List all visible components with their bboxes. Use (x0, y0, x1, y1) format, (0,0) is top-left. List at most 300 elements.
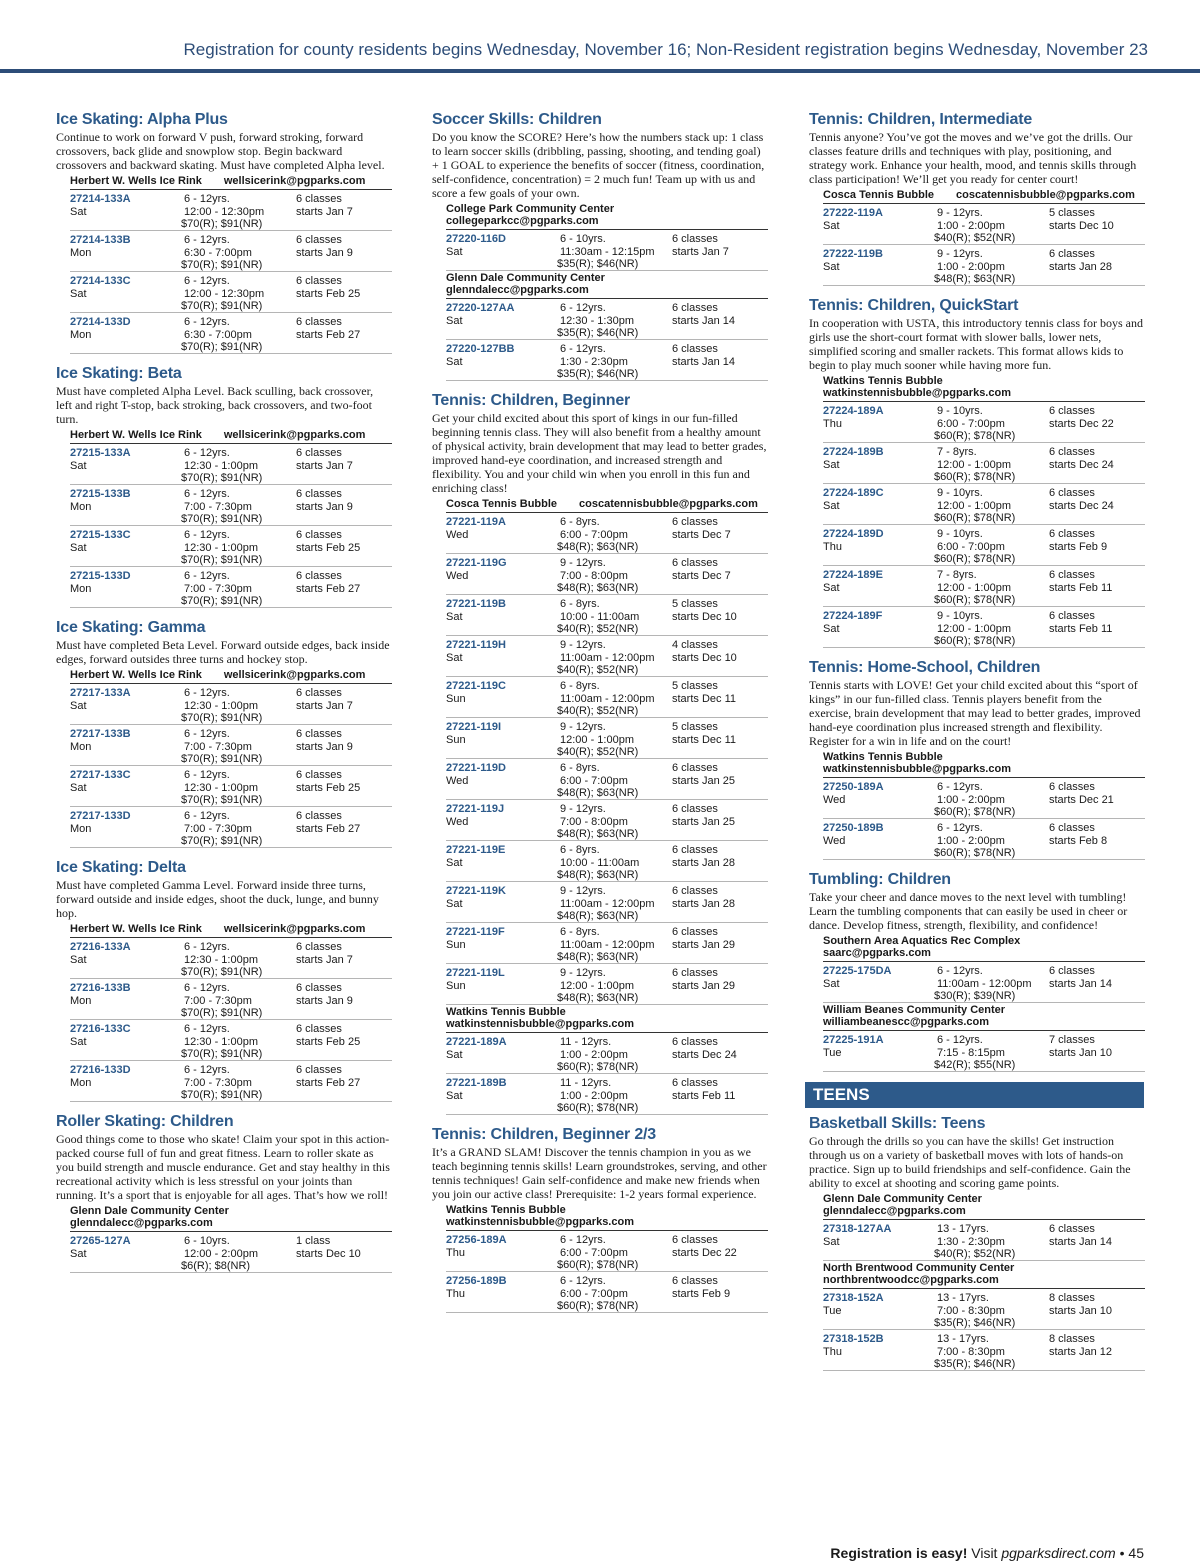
class-row[interactable] (446, 1231, 768, 1272)
class-fee: $70(R); $91(NR) (181, 712, 263, 724)
location-email[interactable]: collegeparkcc@pgparks.com (446, 215, 599, 227)
class-start: starts Jan 28 (1049, 260, 1112, 273)
class-day: Sat (823, 1235, 840, 1248)
class-row[interactable] (70, 313, 392, 354)
program-section (56, 618, 392, 848)
class-start: starts Jan 9 (296, 740, 353, 753)
class-code[interactable]: 27221-119A (446, 516, 506, 528)
class-start: starts Dec 7 (672, 569, 731, 582)
class-day: Mon (70, 740, 92, 753)
location-header (823, 1261, 1145, 1289)
section-banner: TEENS (805, 1082, 1144, 1108)
program-description: Must have completed Alpha Level. Back sculling, back crossover, left and right T-stop, back stroking, back crossovers, and two-foot turn. (56, 384, 374, 426)
class-code[interactable]: 27224-189F (823, 610, 883, 622)
class-age: 6 - 8yrs. (560, 680, 600, 692)
location-email[interactable]: glenndalecc@pgparks.com (823, 1205, 966, 1217)
class-age: 6 - 12yrs. (184, 570, 230, 582)
class-row[interactable] (446, 595, 768, 636)
class-age: 6 - 12yrs. (184, 529, 230, 541)
class-age: 6 - 12yrs. (184, 687, 230, 699)
program-description: Must have completed Gamma Level. Forward inside three turns, forward outside and inside edges, shoot the duck, lunge, and bunny hop. (56, 878, 379, 920)
class-day: Wed (823, 793, 846, 806)
location-name: Glenn Dale Community Center (446, 272, 605, 284)
class-time: 12:00 - 1:00pm (560, 979, 634, 992)
class-fee: $40(R); $52(NR) (934, 232, 1016, 244)
registration-notice: Registration for county residents begins Wednesday, November 16; Non-Resident registration begins Wednesday, November 23 (183, 40, 1148, 59)
class-age: 6 - 12yrs. (937, 781, 983, 793)
class-row[interactable] (446, 1033, 768, 1074)
class-row[interactable] (446, 230, 768, 271)
class-row[interactable] (823, 819, 1145, 860)
class-start: starts Feb 27 (296, 328, 361, 341)
class-count: 6 classes (672, 1234, 718, 1246)
class-fee: $70(R); $91(NR) (181, 300, 263, 312)
program-description: Continue to work on forward V push, forward stroking, forward crossovers, back glide and snowplow stop. Begin backward crossovers and backward skating. Must have completed Alpha level. (56, 130, 385, 172)
class-code[interactable]: 27221-189A (446, 1036, 507, 1048)
class-fee: $48(R); $63(NR) (557, 869, 639, 881)
class-fee: $35(R); $46(NR) (557, 258, 639, 270)
location-email[interactable]: wellsicerink@pgparks.com (223, 429, 366, 441)
class-day: Thu (823, 1345, 842, 1358)
location-email[interactable]: glenndalecc@pgparks.com (70, 1217, 213, 1229)
class-day: Wed (446, 528, 469, 541)
class-code[interactable]: 27221-189B (446, 1077, 507, 1089)
class-fee: $60(R); $78(NR) (934, 594, 1016, 606)
class-fee: $70(R); $91(NR) (181, 1048, 263, 1060)
program-section (56, 364, 392, 608)
class-row[interactable] (446, 677, 768, 718)
class-code[interactable]: 27215-133C (70, 529, 131, 541)
class-code[interactable]: 27214-133D (70, 316, 131, 328)
class-code[interactable]: 27215-133D (70, 570, 131, 582)
class-row[interactable] (446, 1074, 768, 1115)
class-start: starts Jan 9 (296, 500, 353, 513)
class-count: 6 classes (672, 1077, 718, 1089)
class-code[interactable]: 27318-127AA (823, 1223, 892, 1235)
class-row[interactable] (823, 1289, 1145, 1330)
class-fee: $40(R); $52(NR) (557, 705, 639, 717)
class-age: 11 - 12yrs. (560, 1036, 612, 1048)
class-day: Sat (446, 651, 463, 664)
class-count: 6 classes (672, 343, 718, 355)
page-header (0, 0, 1200, 80)
class-age: 6 - 12yrs. (560, 343, 606, 355)
class-code[interactable]: 27222-119A (823, 207, 883, 219)
class-row[interactable] (70, 979, 392, 1020)
class-code[interactable]: 27222-119B (823, 248, 883, 260)
class-row[interactable] (823, 1220, 1145, 1261)
class-start: starts Dec 10 (296, 1247, 361, 1260)
class-time: 12:30 - 1:30pm (560, 314, 634, 327)
class-count: 8 classes (1049, 1333, 1095, 1345)
class-fee: $35(R); $46(NR) (557, 368, 639, 380)
class-count: 5 classes (672, 598, 718, 610)
program-description: Tennis anyone? You’ve got the moves and we’ve got the drills. Our classes feature drills and techniques with play, positioning, and strategy work. Enhance your health, mood, and tennis skills through class participation! We’ll get you ready for center court! (809, 130, 1137, 186)
class-day: Sat (823, 977, 840, 990)
class-time: 11:30am - 12:15pm (560, 245, 655, 258)
class-start: starts Jan 28 (672, 897, 735, 910)
program-section (809, 296, 1145, 648)
class-count: 6 classes (296, 769, 342, 781)
class-start: starts Dec 10 (672, 610, 737, 623)
location-header (446, 1203, 768, 1231)
class-time: 6:00 - 7:00pm (560, 774, 628, 787)
class-start: starts Feb 25 (296, 287, 361, 300)
class-day: Sat (446, 897, 463, 910)
location-name: College Park Community Center (446, 203, 615, 215)
class-day: Sat (70, 953, 87, 966)
class-start: starts Dec 7 (672, 528, 731, 541)
class-fee: $60(R); $78(NR) (934, 471, 1016, 483)
class-time: 6:00 - 7:00pm (560, 528, 628, 541)
class-start: starts Jan 14 (1049, 977, 1112, 990)
class-row[interactable] (823, 566, 1145, 607)
class-fee: $40(R); $52(NR) (934, 1248, 1016, 1260)
class-age: 7 - 8yrs. (937, 569, 977, 581)
class-row[interactable] (823, 402, 1145, 443)
class-row[interactable] (70, 725, 392, 766)
class-row[interactable] (446, 923, 768, 964)
class-row[interactable] (70, 938, 392, 979)
class-fee: $70(R); $91(NR) (181, 513, 263, 525)
class-code[interactable]: 27216-133B (70, 982, 131, 994)
class-code[interactable]: 27217-133D (70, 810, 131, 822)
location-email[interactable]: saarc@pgparks.com (823, 947, 931, 959)
class-day: Wed (446, 815, 469, 828)
class-code[interactable]: 27216-133C (70, 1023, 131, 1035)
class-fee: $48(R); $63(NR) (557, 582, 639, 594)
class-time: 11:00am - 12:00pm (560, 938, 655, 951)
class-start: starts Jan 10 (1049, 1304, 1112, 1317)
program-description: It’s a GRAND SLAM! Discover the tennis champion in you as we teach beginning tennis skills! Learn groundstrokes, serving, and other tennis techniques! Gain self-confidence and make new friends when you join our active class! Prerequisite: 1-2 years formal experience. (432, 1145, 767, 1201)
class-age: 6 - 8yrs. (560, 598, 600, 610)
class-day: Wed (823, 834, 846, 847)
class-code[interactable]: 27221-119L (446, 967, 505, 979)
location-name: Herbert W. Wells Ice Rink (70, 175, 202, 187)
class-time: 1:00 - 2:00pm (937, 793, 1005, 806)
location-name: Southern Area Aquatics Rec Complex (823, 935, 1021, 947)
class-code[interactable]: 27221-119C (446, 680, 506, 692)
class-time: 12:00 - 12:30pm (184, 287, 265, 300)
class-day: Sun (446, 938, 466, 951)
class-code[interactable]: 27214-133A (70, 193, 131, 205)
class-code[interactable]: 27221-119J (446, 803, 505, 815)
class-age: 11 - 12yrs. (560, 1077, 612, 1089)
class-row[interactable] (446, 882, 768, 923)
program-section (809, 658, 1145, 860)
class-code[interactable]: 27220-127BB (446, 343, 515, 355)
class-age: 6 - 12yrs. (560, 302, 606, 314)
class-fee: $60(R); $78(NR) (557, 1102, 639, 1114)
class-day: Sat (823, 581, 840, 594)
class-code[interactable]: 27256-189B (446, 1275, 507, 1287)
class-row[interactable] (446, 964, 768, 1005)
location-email[interactable]: glenndalecc@pgparks.com (446, 284, 589, 296)
class-age: 6 - 12yrs. (184, 316, 230, 328)
class-row[interactable] (823, 962, 1145, 1003)
class-time: 6:00 - 7:00pm (937, 417, 1005, 430)
class-time: 11:00am - 12:00pm (937, 977, 1032, 990)
class-start: starts Feb 9 (672, 1287, 731, 1300)
class-row[interactable] (446, 718, 768, 759)
class-start: starts Feb 27 (296, 822, 361, 835)
location-header (70, 174, 392, 190)
class-start: starts Jan 7 (296, 459, 353, 472)
location-email[interactable]: watkinstennisbubble@pgparks.com (823, 763, 1011, 775)
class-age: 6 - 12yrs. (184, 941, 230, 953)
class-code[interactable]: 27221-119D (446, 762, 506, 774)
location-header (823, 1192, 1145, 1220)
location-name: Herbert W. Wells Ice Rink (70, 923, 202, 935)
class-code[interactable]: 27318-152A (823, 1292, 884, 1304)
class-row[interactable] (70, 1020, 392, 1061)
location-email[interactable]: wellsicerink@pgparks.com (223, 669, 366, 681)
class-start: starts Feb 25 (296, 1035, 361, 1048)
class-fee: $60(R); $78(NR) (934, 847, 1016, 859)
class-count: 5 classes (672, 680, 718, 692)
class-start: starts Jan 14 (672, 314, 735, 327)
class-row[interactable] (823, 204, 1145, 245)
program-description: Tennis starts with LOVE! Get your child excited about this “sport of kings” in our fun-filled class. Tennis players benefit from the exercise, brain development that may lead to better grades, improved hand-eye coordination plus increased strength and flexibility. Register for a win in life and on the court! (809, 678, 1141, 748)
class-row[interactable] (446, 759, 768, 800)
class-code[interactable]: 27220-127AA (446, 302, 515, 314)
class-row[interactable] (70, 567, 392, 608)
class-count: 6 classes (296, 275, 342, 287)
location-email[interactable]: watkinstennisbubble@pgparks.com (446, 1018, 634, 1030)
class-time: 12:30 - 1:00pm (184, 459, 258, 472)
class-code[interactable]: 27221-119E (446, 844, 506, 856)
column-middle (432, 110, 768, 1323)
class-code[interactable]: 27224-189A (823, 405, 884, 417)
class-code[interactable]: 27216-133A (70, 941, 131, 953)
class-row[interactable] (70, 766, 392, 807)
class-code[interactable]: 27225-191A (823, 1034, 884, 1046)
class-code[interactable]: 27224-189E (823, 569, 883, 581)
class-code[interactable]: 27221-119G (446, 557, 507, 569)
class-day: Thu (446, 1246, 465, 1259)
class-fee: $60(R); $78(NR) (934, 512, 1016, 524)
page-footer (830, 1545, 1144, 1561)
program-title: Tennis: Children, QuickStart (809, 297, 1019, 314)
class-age: 13 - 17yrs. (937, 1223, 989, 1235)
program-title: Tennis: Home-School, Children (809, 659, 1041, 676)
footer-lead: Registration is easy! (830, 1545, 968, 1561)
class-age: 6 - 8yrs. (560, 516, 600, 528)
class-fee: $60(R); $78(NR) (557, 1061, 639, 1073)
class-day: Sat (823, 499, 840, 512)
class-row[interactable] (70, 190, 392, 231)
class-count: 6 classes (296, 529, 342, 541)
class-row[interactable] (823, 1330, 1145, 1371)
class-time: 7:00 - 8:30pm (937, 1345, 1005, 1358)
class-start: starts Dec 22 (672, 1246, 737, 1259)
class-time: 11:00am - 12:00pm (560, 897, 655, 910)
location-email[interactable]: wellsicerink@pgparks.com (223, 175, 366, 187)
program-title: Ice Skating: Alpha Plus (56, 111, 228, 128)
class-age: 6 - 12yrs. (560, 1275, 606, 1287)
class-fee: $35(R); $46(NR) (934, 1358, 1016, 1370)
class-time: 6:00 - 7:00pm (937, 540, 1005, 553)
class-code[interactable]: 27220-116D (446, 233, 506, 245)
class-fee: $70(R); $91(NR) (181, 472, 263, 484)
class-code[interactable]: 27215-133A (70, 447, 131, 459)
class-count: 6 classes (672, 233, 718, 245)
class-row[interactable] (70, 1232, 392, 1273)
class-row[interactable] (70, 485, 392, 526)
class-fee: $60(R); $78(NR) (557, 1259, 639, 1271)
class-time: 11:00am - 12:00pm (560, 692, 655, 705)
class-count: 6 classes (1049, 569, 1095, 581)
class-code[interactable]: 27265-127A (70, 1235, 131, 1247)
class-start: starts Feb 25 (296, 781, 361, 794)
class-day: Mon (70, 1076, 92, 1089)
location-email[interactable]: wellsicerink@pgparks.com (223, 923, 366, 935)
class-count: 6 classes (1049, 248, 1095, 260)
class-age: 6 - 12yrs. (184, 1064, 230, 1076)
class-age: 9 - 12yrs. (560, 967, 606, 979)
class-day: Mon (70, 582, 92, 595)
class-row[interactable] (823, 443, 1145, 484)
class-start: starts Jan 7 (296, 699, 353, 712)
class-row[interactable] (823, 484, 1145, 525)
class-code[interactable]: 27217-133C (70, 769, 131, 781)
class-start: starts Dec 10 (1049, 219, 1114, 232)
class-age: 9 - 10yrs. (937, 487, 983, 499)
class-code[interactable]: 27250-189A (823, 781, 884, 793)
class-code[interactable]: 27221-119K (446, 885, 506, 897)
location-email[interactable]: northbrentwoodcc@pgparks.com (823, 1274, 999, 1286)
class-row[interactable] (823, 245, 1145, 286)
class-code[interactable]: 27224-189D (823, 528, 884, 540)
class-fee: $40(R); $52(NR) (557, 623, 639, 635)
class-row[interactable] (70, 272, 392, 313)
class-code[interactable]: 27221-119H (446, 639, 506, 651)
class-fee: $70(R); $91(NR) (181, 835, 263, 847)
class-time: 12:00 - 12:30pm (184, 205, 265, 218)
class-row[interactable] (446, 636, 768, 677)
class-fee: $40(R); $52(NR) (557, 664, 639, 676)
class-code[interactable]: 27217-133A (70, 687, 131, 699)
class-start: starts Jan 25 (672, 774, 735, 787)
class-count: 6 classes (1049, 446, 1095, 458)
location-email[interactable]: watkinstennisbubble@pgparks.com (823, 387, 1011, 399)
class-start: starts Dec 21 (1049, 793, 1114, 806)
class-row[interactable] (446, 800, 768, 841)
class-age: 6 - 10yrs. (184, 1235, 230, 1247)
class-code[interactable]: 27215-133B (70, 488, 131, 500)
class-day: Mon (70, 822, 92, 835)
class-row[interactable] (70, 526, 392, 567)
class-row[interactable] (823, 607, 1145, 648)
location-email[interactable]: coscatennisbubble@pgparks.com (956, 189, 1135, 201)
location-email[interactable]: williambeanescc@pgparks.com (823, 1016, 990, 1028)
class-time: 1:00 - 2:00pm (937, 260, 1005, 273)
class-row[interactable] (70, 1061, 392, 1102)
class-day: Sat (823, 260, 840, 273)
class-code[interactable]: 27224-189B (823, 446, 884, 458)
class-row[interactable] (70, 231, 392, 272)
class-code[interactable]: 27224-189C (823, 487, 884, 499)
class-age: 9 - 10yrs. (937, 405, 983, 417)
class-time: 1:00 - 2:00pm (937, 834, 1005, 847)
class-row[interactable] (70, 684, 392, 725)
class-day: Mon (70, 500, 92, 513)
class-row[interactable] (446, 1272, 768, 1313)
class-code[interactable]: 27221-119F (446, 926, 505, 938)
program-description: Go through the drills so you can have the skills! Get instruction through us on a variety of basketball moves with lots of hands-on practice. Sign up to build friendships and self-confidence. Gain the ability to excel at shooting and scoring game points. (809, 1134, 1131, 1190)
class-time: 1:30 - 2:30pm (937, 1235, 1005, 1248)
class-count: 6 classes (672, 844, 718, 856)
class-day: Sat (70, 781, 87, 794)
location-header (70, 428, 392, 444)
location-header (823, 934, 1145, 962)
class-row[interactable] (70, 807, 392, 848)
class-time: 7:15 - 8:15pm (937, 1046, 1005, 1059)
class-day: Sat (823, 458, 840, 471)
program-section (432, 110, 768, 381)
class-count: 8 classes (1049, 1292, 1095, 1304)
class-time: 12:30 - 1:00pm (184, 541, 258, 554)
class-code[interactable]: 27217-133B (70, 728, 131, 740)
program-description: In cooperation with USTA, this introductory tennis class for boys and girls use the short-court format with slower balls, lower nets, simplified scoring and smaller rackets. This format allows kids to begin to play much sooner while having more fun. (809, 316, 1143, 372)
class-row[interactable] (446, 554, 768, 595)
class-age: 6 - 12yrs. (937, 965, 983, 977)
class-code[interactable]: 27221-119B (446, 598, 506, 610)
class-row[interactable] (446, 299, 768, 340)
class-row[interactable] (823, 525, 1145, 566)
class-code[interactable]: 27214-133C (70, 275, 131, 287)
class-row[interactable] (823, 1031, 1145, 1072)
location-header (70, 668, 392, 684)
program-section (56, 858, 392, 1102)
class-fee: $48(R); $63(NR) (934, 273, 1016, 285)
location-header (823, 750, 1145, 778)
class-start: starts Dec 11 (672, 733, 736, 746)
class-fee: $70(R); $91(NR) (181, 753, 263, 765)
location-email[interactable]: watkinstennisbubble@pgparks.com (446, 1216, 634, 1228)
class-time: 12:00 - 2:00pm (184, 1247, 258, 1260)
class-time: 7:00 - 7:30pm (184, 1076, 252, 1089)
location-header (823, 188, 1145, 204)
class-code[interactable]: 27216-133D (70, 1064, 131, 1076)
footer-site-link[interactable]: pgparksdirect.com (1001, 1545, 1116, 1561)
class-row[interactable] (446, 841, 768, 882)
class-day: Sat (70, 1247, 87, 1260)
class-row[interactable] (446, 340, 768, 381)
class-code[interactable]: 27256-189A (446, 1234, 507, 1246)
class-code[interactable]: 27250-189B (823, 822, 884, 834)
program-description: Must have completed Beta Level. Forward outside edges, back inside edges, forward outsides three turns and hockey stop. (56, 638, 390, 666)
class-count: 6 classes (672, 557, 718, 569)
class-row[interactable] (446, 513, 768, 554)
class-row[interactable] (70, 444, 392, 485)
class-code[interactable]: 27214-133B (70, 234, 131, 246)
class-age: 9 - 12yrs. (937, 207, 983, 219)
location-header (446, 271, 768, 299)
class-code[interactable]: 27225-175DA (823, 965, 892, 977)
location-email[interactable]: coscatennisbubble@pgparks.com (579, 498, 758, 510)
class-code[interactable]: 27318-152B (823, 1333, 884, 1345)
class-age: 7 - 8yrs. (937, 446, 977, 458)
class-start: starts Feb 11 (672, 1089, 736, 1102)
class-row[interactable] (823, 778, 1145, 819)
class-start: starts Feb 9 (1049, 540, 1108, 553)
class-code[interactable]: 27221-119I (446, 721, 502, 733)
class-time: 12:00 - 1:00pm (937, 458, 1011, 471)
class-age: 6 - 12yrs. (184, 234, 230, 246)
class-age: 13 - 17yrs. (937, 1292, 989, 1304)
program-section (56, 1112, 392, 1273)
